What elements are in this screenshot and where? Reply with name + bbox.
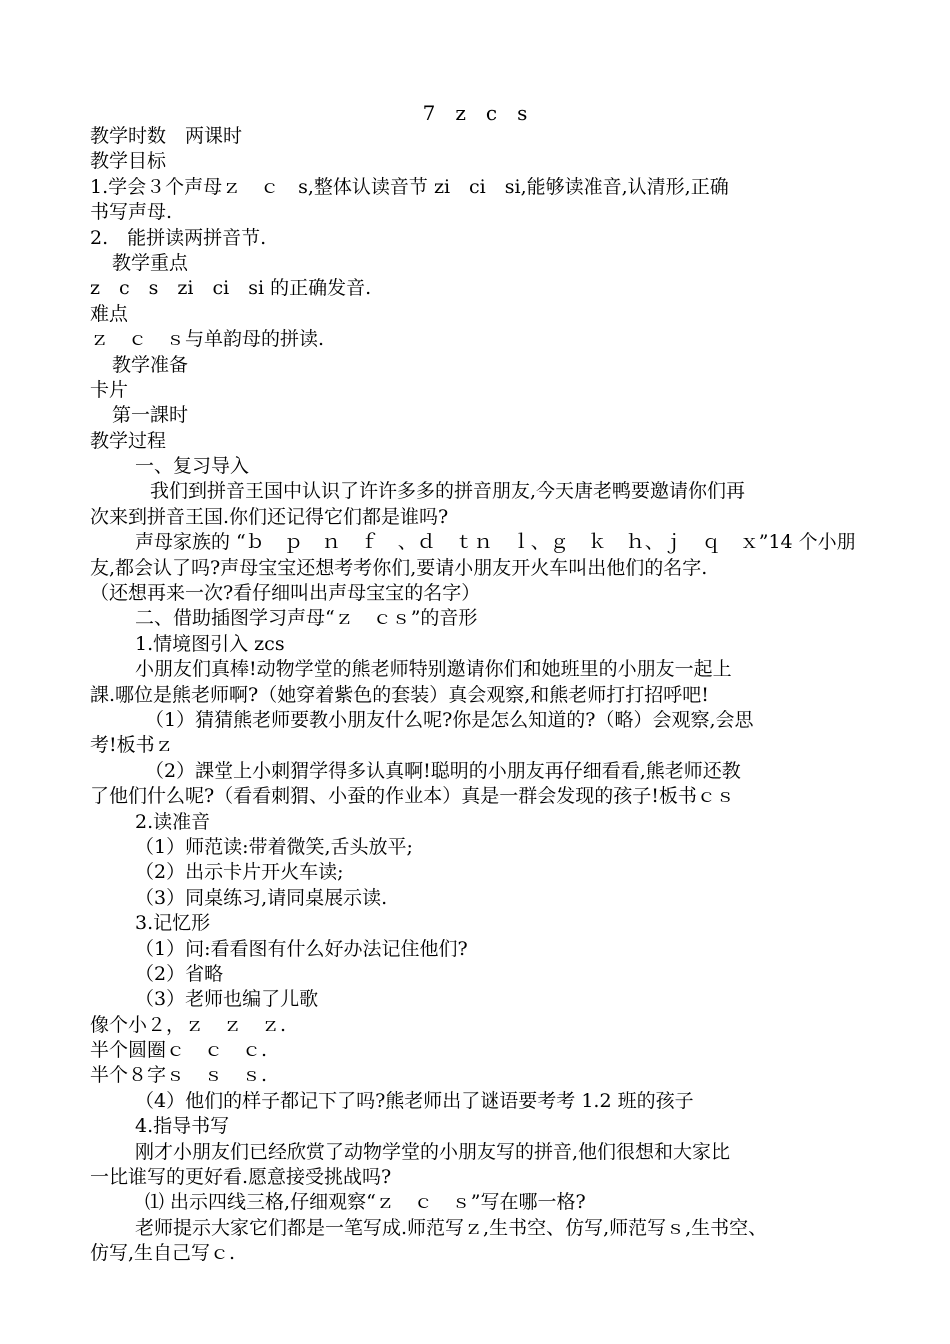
text-line: 1.情境图引入 zcs [135,632,285,655]
text-line: （2）課堂上小刺猬学得多认真啊!聪明的小朋友再仔细看看,熊老师还教 [145,759,741,782]
text-line: 书写声母. [90,201,173,224]
text-line: 小朋友们真棒!动物学堂的熊老师特别邀请你们和她班里的小朋友一起上 [135,658,732,681]
text-line: 半个８字ｓ ｓ ｓ. [90,1064,268,1087]
text-line: z c s zi ci si 的正确发音. [90,277,372,300]
text-line: 教学时数 两课时 [90,125,243,147]
text-line: （3）同桌练习,请同桌展示读. [135,886,388,909]
section-heading: 难点 [90,302,129,325]
section-heading: 第一課时 [112,404,189,427]
text-line: ⑴ 出示四线三格,仔细观察“ｚ ｃ ｓ”写在哪一格? [145,1191,586,1214]
subsection-heading: 一、复习导入 [135,455,250,478]
text-line: （1）猜猜熊老师要教小朋友什么呢?你是怎么知道的?（略）会观察,会思 [145,708,754,731]
text-line: 課.哪位是熊老师啊?（她穿着紫色的套装）真会观察,和熊老师打打招呼吧! [90,683,709,706]
text-line: （1）问:看看图有什么好办法记住他们? [135,937,468,960]
text-line: （3）老师也编了儿歌 [135,988,319,1011]
text-line: 老师提示大家它们都是一笔写成.师范写ｚ,生书空、仿写,师范写ｓ,生书空、 [135,1216,768,1239]
text-line: 像个小２，ｚ ｚ ｚ. [90,1013,287,1036]
lesson-title: 7 z c s [422,101,528,125]
section-heading: 教学重点 [112,251,189,274]
text-line: 1.学会３个声母ｚ ｃ s,整体认读音节 zi ci si,能够读准音,认清形,正确 [90,175,729,198]
text-line: 2.读准音 [135,810,211,833]
section-heading: 教学过程 [90,429,167,452]
text-line: 声母家族的 “ｂ ｐ ｎ ｆ 、ｄ ｔｎ ｌ、ｇ ｋ ｈ、ｊ ｑ ｘ”14 个小朋 [135,531,856,554]
text-line: 3.记忆形 [135,912,211,935]
subsection-heading: 二、借助插图学习声母“ｚ ｃｓ”的音形 [135,607,478,630]
text-line: 次来到拼音王国.你们还记得它们都是谁吗? [90,505,449,528]
text-line: 4.指导书写 [135,1115,230,1138]
text-line: （还想再来一次?看仔细叫出声母宝宝的名字） [90,582,481,605]
section-heading: 教学准备 [112,353,189,376]
text-line: 了他们什么呢?（看看刺猬、小蚕的作业本）真是一群会发现的孩子!板书ｃｓ [90,785,735,808]
text-line: （2）省略 [135,962,224,985]
text-line: （2）出示卡片开火车读; [135,861,344,884]
text-line: 刚才小朋友们已经欣赏了动物学堂的小朋友写的拼音,他们很想和大家比 [135,1140,731,1163]
text-line: 一比谁写的更好看.愿意接受挑战吗? [90,1166,392,1189]
text-line: 考!板书ｚ [90,734,174,757]
text-line: 半个圆圈ｃ ｃ ｃ. [90,1039,268,1062]
document-body [90,124,880,1267]
text-line: 教学目标 [90,150,167,173]
text-line: ｚ ｃ ｓ与单韵母的拼读. [90,328,325,351]
text-line: 我们到拼音王国中认识了许许多多的拼音朋友,今天唐老鸭要邀请你们再 [150,480,746,503]
text-line: 2. 能拼读两拼音节. [90,226,267,249]
text-line: （4）他们的样子都记下了吗?熊老师出了谜语要考考 1.2 班的孩子 [135,1089,694,1112]
text-line: 仿写,生自己写ｃ. [90,1242,236,1265]
text-line: （1）师范读:带着微笑,舌头放平; [135,835,413,858]
text-line: 卡片 [90,378,129,401]
text-line: 友,都会认了吗?声母宝宝还想考考你们,要请小朋友开火车叫出他们的名字. [90,556,708,579]
